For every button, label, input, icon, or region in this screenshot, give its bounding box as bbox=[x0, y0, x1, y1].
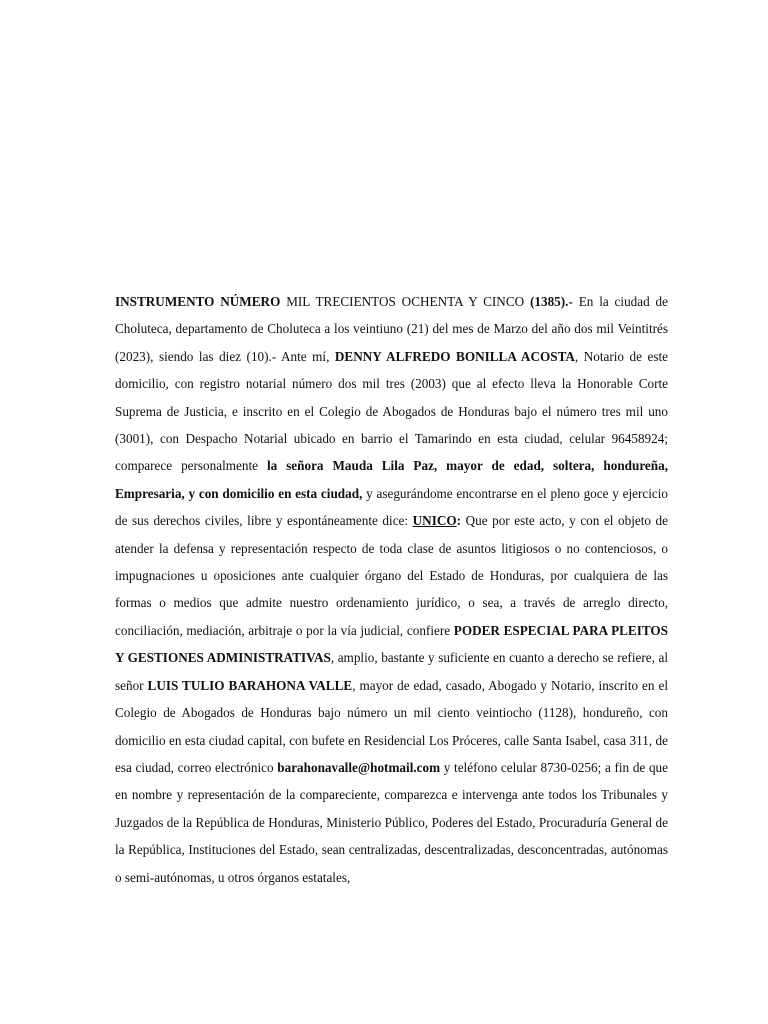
representation-text: y teléfono celular 8730-0256; a fin de que en nombre y representación de la compareciente, comparezca e intervenga ante todos los Tribunales y Juzgados de la República de Honduras, Ministerio Público, Poderes del Estado, Procuraduría General de la República, Instituciones del Estado, sean centralizadas, descentralizadas, desconcentradas, autónomas o semi-autónomas, u otros órganos estatales, bbox=[115, 759, 668, 885]
unico-label: UNICO bbox=[412, 513, 457, 529]
instrument-number: (1385).- bbox=[530, 294, 573, 309]
attorney-email: barahonavalle@hotmail.com bbox=[277, 759, 441, 775]
opening-text: En la ciudad de Choluteca, departamento de Choluteca a los veintiuno (21) del mes de Marzo del año dos mil Veintitrés (2023), siendo las diez (10).- Ante mí, bbox=[115, 294, 668, 364]
attorney-name: LUIS TULIO BARAHONA VALLE bbox=[147, 677, 353, 693]
power-title: PODER ESPECIAL PARA PLEITOS Y GESTIONES ADMINISTRATIVAS bbox=[115, 622, 669, 666]
attorney-details: , mayor de edad, casado, Abogado y Notario, inscrito en el Colegio de Abogados de Honduras bajo número un mil ciento veintiocho (1128), hondureño, con domicilio en esta ciudad capital, con bufete en Residencial Los Próceres, calle Santa Isabel, casa 311, de esa ciudad, correo electrónico bbox=[115, 677, 668, 775]
notarial-paragraph bbox=[115, 288, 668, 891]
grantor-details: la señora Mauda Lila Paz, mayor de edad, soltera, hondureña, Empresaria, y con domicilio en esta ciudad, bbox=[115, 458, 669, 501]
power-scope: , amplio, bastante y suficiente en cuanto a derecho se refiere, al señor bbox=[115, 650, 668, 693]
instrument-number-words: MIL TRECIENTOS OCHENTA Y CINCO bbox=[280, 294, 530, 309]
purpose-text: Que por este acto, y con el objeto de atender la defensa y representación respecto de toda clase de asuntos litigiosos o no contenciosos, o impugnaciones u oposiciones ante cualquier órgano del Estado de Honduras, por cualquiera de las formas o medios que admite nuestro ordenamiento jurídico, o sea, a través de arreglo directo, conciliación, mediación, arbitraje o por la vía judicial, confiere bbox=[115, 513, 669, 638]
unico-colon: : bbox=[456, 513, 462, 529]
notary-details: , Notario de este domicilio, con registro notarial número dos mil tres (2003) que al efecto lleva la Honorable Corte Suprema de Justicia, e inscrito en el Colegio de Abogados de Honduras bajo el número tres mil uno (3001), con Despacho Notarial ubicado en barrio el Tamarindo en esta ciudad, celular 96458924; comparece personalmente bbox=[115, 348, 668, 474]
notary-name: DENNY ALFREDO BONILLA ACOSTA bbox=[334, 348, 575, 364]
instrument-heading: INSTRUMENTO NÚMERO bbox=[115, 294, 281, 309]
document-body bbox=[115, 288, 668, 891]
capacity-statement: y asegurándome encontrarse en el pleno goce y ejercicio de sus derechos civiles, libre y espontáneamente dice: bbox=[115, 485, 668, 529]
